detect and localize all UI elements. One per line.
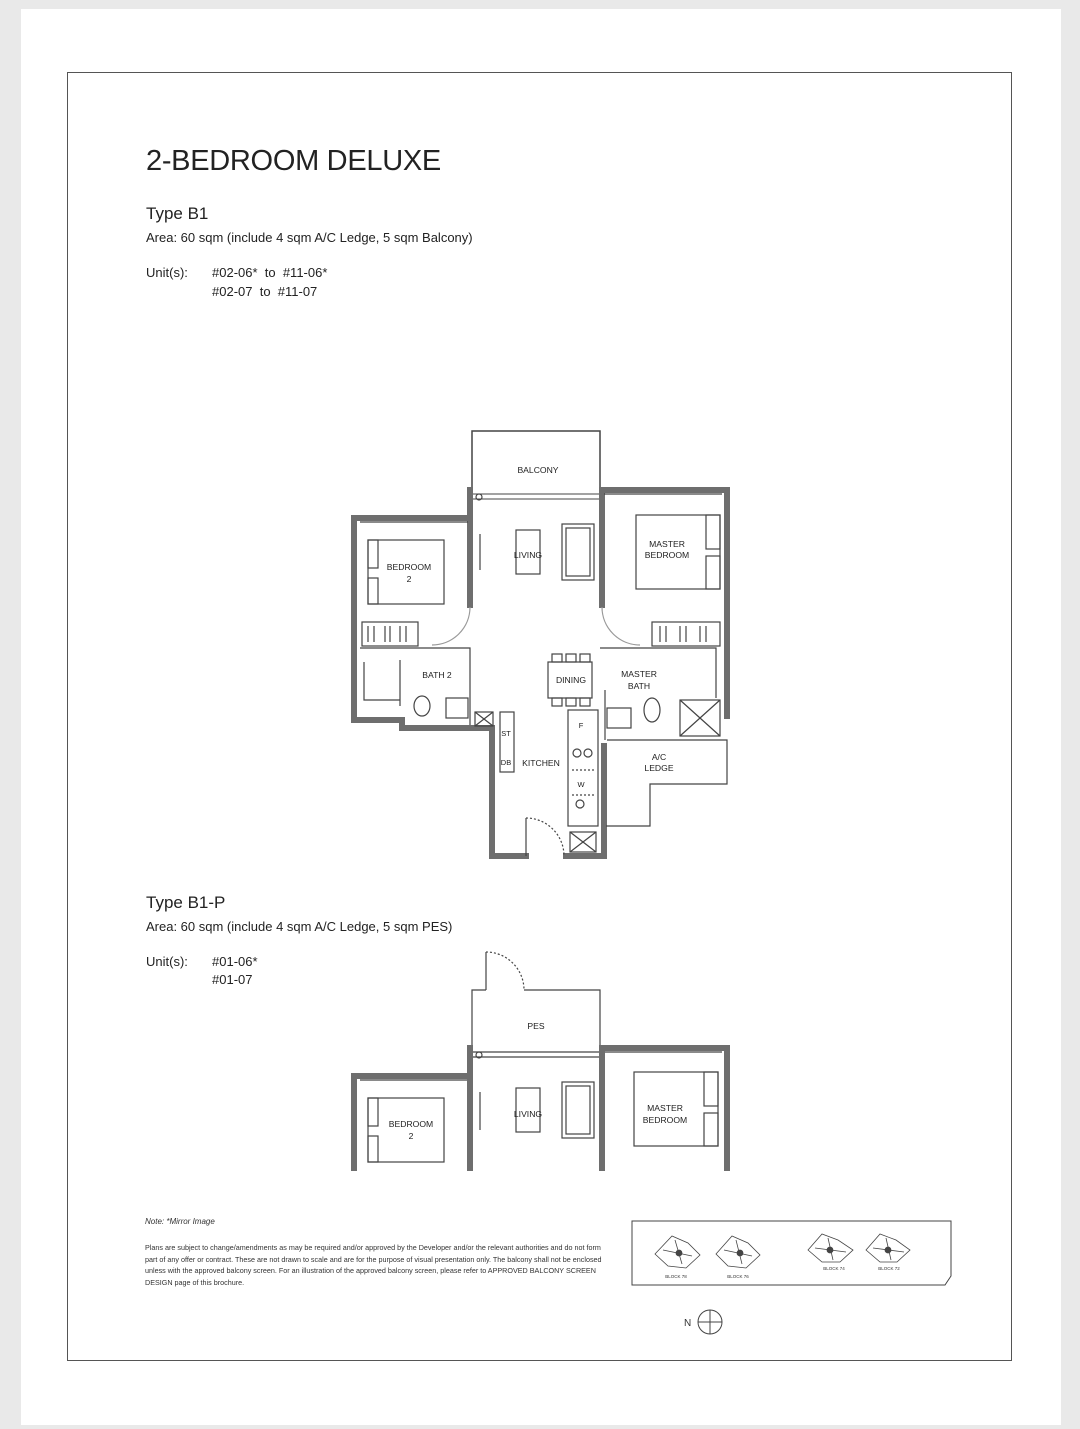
room-label-bedroom-2: 2 (406, 574, 412, 584)
type-b1-unit-range: #02-07 to #11-07 (212, 284, 318, 299)
mirror-image-note: Note: *Mirror Image (145, 1217, 215, 1226)
room-label-db: DB (500, 758, 512, 767)
room-label-master-bedroom: BEDROOM (644, 550, 690, 560)
room-label-living: LIVING (513, 550, 543, 560)
room-label-fridge: F (578, 721, 584, 730)
room-label-living: LIVING (513, 1109, 543, 1119)
type-b1-unit-range: #02-06* to #11-06* (212, 265, 328, 280)
room-label-balcony: BALCONY (517, 465, 559, 475)
north-arrow-icon (678, 1306, 728, 1338)
room-label-kitchen: KITCHEN (522, 758, 560, 768)
key-plan (630, 1218, 955, 1288)
room-label-ac-ledge: A/C (651, 752, 667, 762)
type-b1p-area: Area: 60 sqm (include 4 sqm A/C Ledge, 5 sqm PES) (146, 919, 453, 934)
room-label-bedroom-2: BEDROOM (386, 562, 432, 572)
key-plan-block-label: BLOCK 72 (878, 1266, 900, 1271)
room-label-store: ST (501, 729, 511, 738)
key-plan-block-label: BLOCK 78 (665, 1274, 687, 1279)
room-label-bath-2: BATH 2 (422, 670, 452, 680)
type-b1-heading: Type B1 (146, 204, 209, 223)
type-b1-units-label: Unit(s): (146, 265, 188, 280)
type-b1p-heading: Type B1-P (146, 893, 226, 912)
room-label-master-bedroom: MASTER (647, 1103, 683, 1113)
key-plan-block-icon (655, 1236, 700, 1268)
room-label-ac-ledge: LEDGE (644, 763, 674, 773)
disclaimer-text: Plans are subject to change/amendments as may be required and/or approved by the Developer and/or the relevant authorities and do not form part of any offer or contract. These are not drawn to scale and are for the purpose of visual presentation only. The balcony shall not be enclosed unless with the approved balcony screen. For an illustration of the approved balcony screen, please refer to APPROVED BALCONY SCREEN DESIGN page of this brochure. (145, 1243, 602, 1287)
room-label-pes: PES (527, 1021, 545, 1031)
type-b1p-units-label: Unit(s): (146, 954, 188, 969)
key-plan-block-label: BLOCK 76 (727, 1274, 749, 1279)
room-label-washer: W (577, 780, 585, 789)
type-b1-area: Area: 60 sqm (include 4 sqm A/C Ledge, 5 sqm Balcony) (146, 230, 473, 245)
room-label-master-bedroom: BEDROOM (642, 1115, 688, 1125)
room-label-master-bath: MASTER (621, 669, 657, 679)
type-b1p-unit: #01-06* (212, 954, 258, 969)
room-label-master-bedroom: MASTER (649, 539, 685, 549)
type-b1-floor-plan (340, 425, 740, 865)
page-title: 2-BEDROOM DELUXE (146, 145, 441, 177)
key-plan-block-icon (716, 1236, 760, 1268)
key-plan-block-label: BLOCK 74 (823, 1266, 845, 1271)
key-plan-block-icon (866, 1234, 910, 1262)
north-label: N (684, 1318, 692, 1329)
room-label-dining: DINING (555, 675, 587, 685)
room-label-bedroom-2: BEDROOM (388, 1119, 434, 1129)
room-label-bedroom-2: 2 (408, 1131, 414, 1141)
room-label-master-bath: BATH (627, 681, 651, 691)
type-b1p-floor-plan (340, 945, 740, 1175)
key-plan-block-icon (808, 1234, 853, 1262)
type-b1p-unit: #01-07 (212, 972, 253, 987)
